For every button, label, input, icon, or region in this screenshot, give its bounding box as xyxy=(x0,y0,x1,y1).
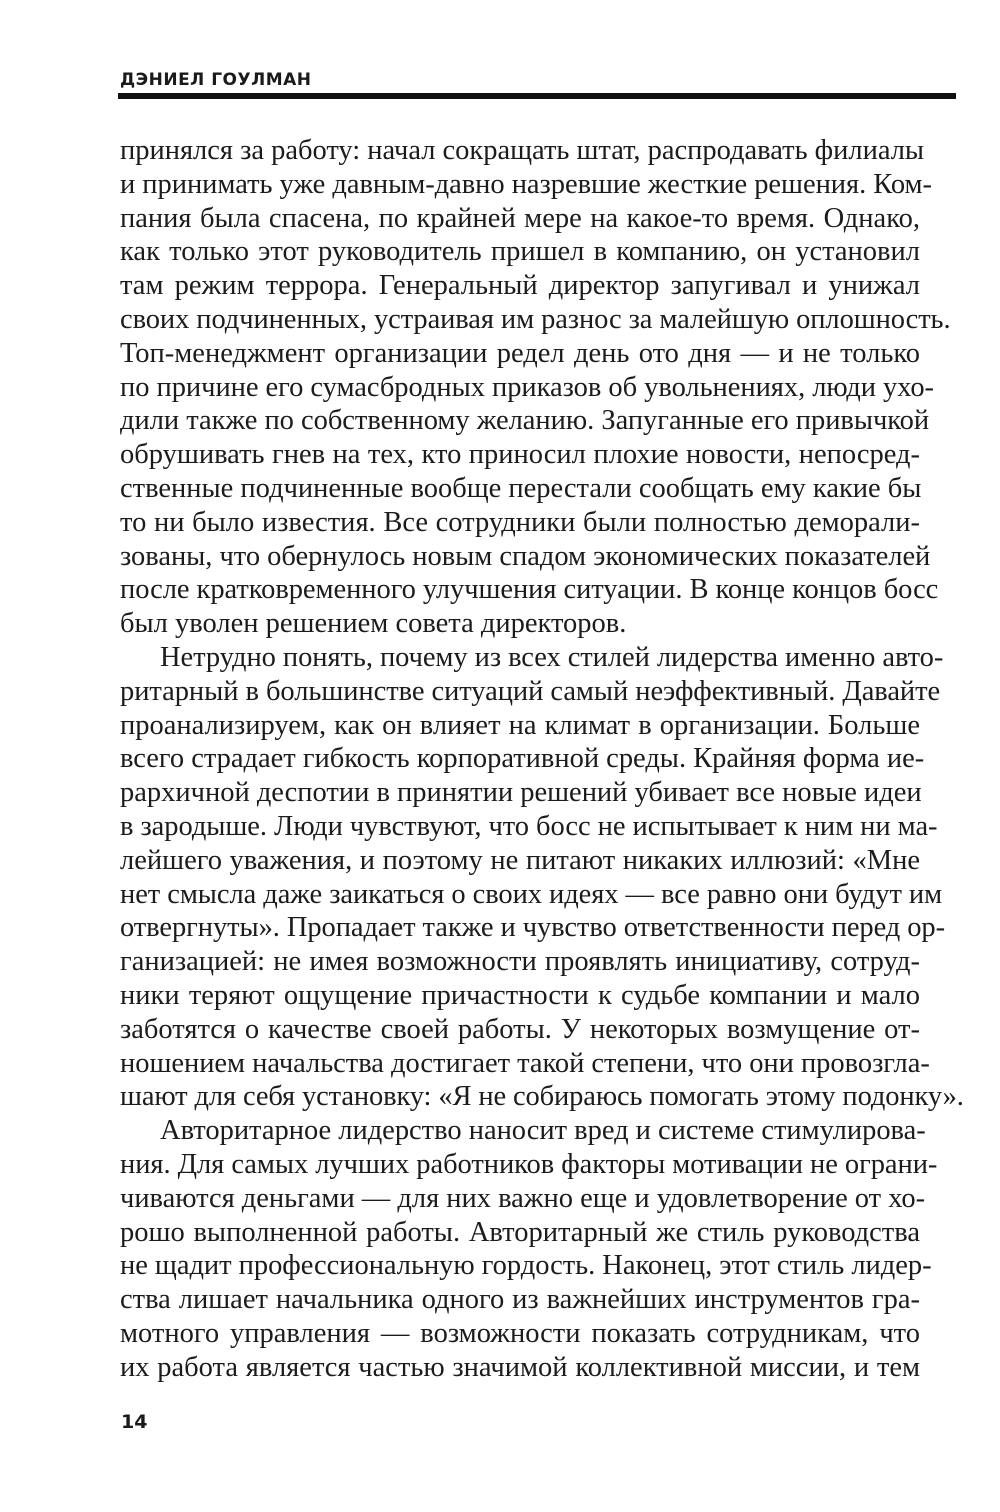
text-line: рархичной деспотии в принятии решений убивает все новые идеи xyxy=(120,777,922,809)
text-line: после кратковременного улучшения ситуации. В конце концов босс xyxy=(120,574,939,606)
header-rule xyxy=(118,93,956,99)
text-line: чиваются деньгами — для них важно еще и удовлетворение от хо- xyxy=(120,1182,926,1214)
text-line: как только этот руководитель пришел в компанию, он установил xyxy=(120,236,920,268)
text-line: пания была спасена, по крайней мере на какое-то время. Однако, xyxy=(120,202,920,234)
text-line: Топ-менеджмент организации редел день ото дня — и не только xyxy=(120,337,920,369)
text-line: ритарный в большинстве ситуаций самый неэффективный. Давайте xyxy=(120,675,941,707)
text-line: шают для себя установку: «Я не собираюсь помогать этому подонку». xyxy=(120,1081,964,1113)
text-line: принялся за работу: начал сокращать штат, распродавать филиалы xyxy=(120,135,925,166)
text-line: Авторитарное лидерство наносит вред и системе стимулирова- xyxy=(160,1115,926,1147)
text-line: в зародыше. Люди чувствуют, что босс не испытывает к ним ни ма- xyxy=(120,810,938,842)
text-line: Нетрудно понять, почему из всех стилей лидерства именно авто- xyxy=(160,641,944,673)
text-line: нет смысла даже заикаться о своих идеях — все равно они будут им xyxy=(120,878,943,910)
text-line: дили также по собственному желанию. Запуганные его привычкой xyxy=(120,405,930,437)
text-line: ния. Для самых лучших работников факторы мотивации не ограни- xyxy=(120,1148,938,1180)
text-line: ношением начальства достигает такой степени, что они провозгла- xyxy=(120,1047,930,1079)
text-line: отвергнуты». Пропадает также и чувство ответственности перед ор- xyxy=(120,912,946,944)
running-head-author: ДЭНИЕЛ ГОУЛМАН xyxy=(120,70,312,90)
text-line: ники теряют ощущение причастности к судьбе компании и мало xyxy=(120,979,920,1011)
text-line: их работа является частью значимой коллективной миссии, и тем xyxy=(120,1351,920,1383)
text-line: там режим террора. Генеральный директор запугивал и унижал xyxy=(120,270,920,302)
text-line: обрушивать гнев на тех, кто приносил плохие новости, непосред- xyxy=(120,439,920,471)
text-line: лейшего уважения, и поэтому не питают никаких иллюзий: «Мне xyxy=(120,844,920,876)
text-line: ганизацией: не имея возможности проявлять инициативу, сотруд- xyxy=(120,946,920,978)
text-line: ственные подчиненные вообще перестали сообщать ему какие бы xyxy=(120,472,922,504)
page-number: 14 xyxy=(121,1411,148,1433)
text-line: по причине его сумасбродных приказов об увольнениях, люди ухо- xyxy=(120,371,934,403)
text-line: заботятся о качестве своей работы. У некоторых возмущение от- xyxy=(120,1013,920,1045)
text-line: то ни было известия. Все сотрудники были полностью деморали- xyxy=(120,506,920,538)
text-line: проанализируем, как он влияет на климат в организации. Больше xyxy=(120,709,920,741)
text-line: и принимать уже давным-давно назревшие жесткие решения. Ком- xyxy=(120,168,932,200)
body-text xyxy=(120,134,964,1384)
text-line: ства лишает начальника одного из важнейших инструментов гра- xyxy=(120,1284,920,1316)
text-line: не щадит профессиональную гордость. Наконец, этот стиль лидер- xyxy=(120,1250,932,1282)
text-line: мотного управления — возможности показать сотрудникам, что xyxy=(120,1317,920,1349)
text-line: своих подчиненных, устраивая им разнос за малейшую оплошность. xyxy=(120,303,951,335)
text-line: был уволен решением совета директоров. xyxy=(120,608,627,640)
text-line: рошо выполненной работы. Авторитарный же стиль руководства xyxy=(120,1216,920,1248)
text-line: зованы, что обернулось новым спадом экономических показателей xyxy=(120,540,931,572)
text-line: всего страдает гибкость корпоративной среды. Крайняя форма ие- xyxy=(120,743,925,775)
